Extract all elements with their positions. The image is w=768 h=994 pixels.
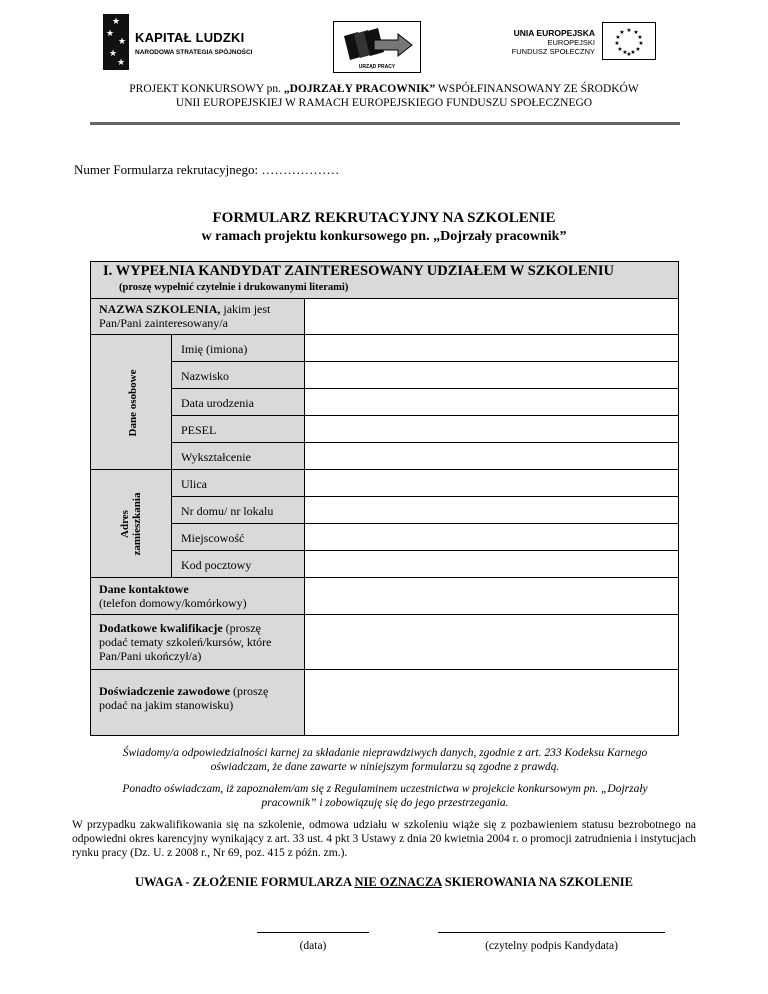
personal-data-group-label: Dane osobowe: [127, 369, 139, 437]
address-field-input[interactable]: [304, 469, 679, 497]
kl-title: KAPITAŁ LUDZKI: [135, 30, 245, 45]
project-line-1: PROJEKT KONKURSOWY pn. „DOJRZAŁY PRACOWNIK” WSPÓŁFINANSOWANY ZE ŚRODKÓW: [129, 83, 639, 95]
section-header: [90, 261, 679, 299]
ue-line2: EUROPEJSKI: [547, 38, 595, 47]
qualifications-input[interactable]: [304, 614, 679, 670]
form-number: Numer Formularza rekrutacyjnego: ………………: [74, 162, 340, 177]
personal-field-label: Wykształcenie: [181, 450, 251, 464]
urzad-pracy-arrow-icon: [340, 26, 414, 62]
eu-flag-icon: [602, 22, 656, 60]
address-group: [90, 469, 172, 578]
personal-field-label-cell: [171, 361, 305, 389]
form-subtitle: w ramach projektu konkursowego pn. „Dojrzały pracownik”: [201, 229, 567, 244]
personal-data-group: [90, 334, 172, 470]
address-field-label: Nr domu/ nr lokalu: [181, 504, 274, 518]
project-line-2: UNII EUROPEJSKIEJ W RAMACH EUROPEJSKIEGO FUNDUSZU SPOŁECZNEGO: [175, 97, 593, 109]
personal-field-label: Nazwisko: [181, 369, 229, 383]
training-name-label-cell: NAZWA SZKOLENIA, jakim jest Pan/Pani zainteresowany/a: [90, 298, 305, 335]
section-title: I. WYPEŁNIA KANDYDAT ZAINTERESOWANY UDZIAŁEM W SZKOLENIU: [103, 263, 614, 279]
svg-text:★: ★: [637, 34, 643, 41]
header-divider: [90, 122, 680, 125]
svg-text:★: ★: [622, 49, 628, 56]
svg-text:★: ★: [635, 46, 641, 53]
signature-label: (czytelny podpis Kandydata): [485, 940, 618, 952]
address-field-input[interactable]: [304, 496, 679, 524]
svg-text:★: ★: [619, 29, 625, 36]
address-field-input[interactable]: [304, 523, 679, 551]
svg-text:★: ★: [633, 29, 639, 36]
disqualification-paragraph: W przypadku zakwalifikowania się na szkolenie, odmowa udziału w szkoleniu wiąże się z pozbawieniem statusu bezrobotnego na odpowiedni okres karencyjny wynikający z art. 33 ust. 4 pkt 3 Ustawy z dnia 20 kwietnia 2004 r. o promocji zatrudnienia i instytucjach rynku pracy (Dz. U. z 2008 r., Nr 69, poz. 415 z późn. zm.).: [72, 819, 696, 859]
address-field-label: Ulica: [181, 477, 207, 491]
personal-field-input[interactable]: [304, 334, 679, 362]
candidate-signature-line[interactable]: [438, 932, 665, 933]
personal-field-input[interactable]: [304, 388, 679, 416]
kl-subtitle: NARODOWA STRATEGIA SPÓJNOŚCI: [135, 49, 253, 56]
qualifications-label-cell: Dodatkowe kwalifikacje (proszę podać tematy szkoleń/kursów, które Pan/Pani ukończył/a): [90, 614, 305, 670]
personal-field-label-cell: [171, 442, 305, 470]
address-field-label: Miejscowość: [181, 531, 245, 545]
personal-field-label: Data urodzenia: [181, 396, 254, 410]
eu-logo-text: [485, 28, 595, 56]
address-field-label: Kod pocztowy: [181, 558, 252, 572]
personal-field-input[interactable]: [304, 442, 679, 470]
address-field-label-cell: [171, 550, 305, 578]
address-field-label-cell: [171, 469, 305, 497]
personal-field-input[interactable]: [304, 415, 679, 443]
address-field-input[interactable]: [304, 550, 679, 578]
svg-text:★: ★: [638, 40, 644, 47]
form-title: FORMULARZ REKRUTACYJNY NA SZKOLENIE: [212, 210, 556, 226]
personal-field-label: Imię (imiona): [181, 342, 248, 356]
personal-field-label-cell: [171, 334, 305, 362]
svg-text:★: ★: [614, 40, 620, 47]
warning-line: UWAGA - ZŁOŻENIE FORMULARZA NIE OZNACZA SKIEROWANIA NA SZKOLENIE: [134, 875, 634, 889]
experience-input[interactable]: [304, 669, 679, 736]
urzad-pracy-logo: [333, 21, 421, 73]
declaration-2: Ponadto oświadczam, iż zapoznałem/am się z Regulaminem uczestnictwa w projekcie konkursowym pn. „Dojrzały pracownik” i zobowiązuję się do jego przestrzegania.: [122, 783, 648, 809]
personal-field-label-cell: [171, 388, 305, 416]
personal-field-label: PESEL: [181, 423, 217, 437]
svg-text:★: ★: [630, 49, 636, 56]
section-note: (proszę wypełnić czytelnie i drukowanymi literami): [119, 282, 349, 293]
svg-text:★: ★: [626, 51, 632, 58]
contact-label-cell: Dane kontaktowe (telefon domowy/komórkowy): [90, 577, 305, 615]
contact-input[interactable]: [304, 577, 679, 615]
svg-text:★: ★: [615, 34, 621, 41]
ue-line3: FUNDUSZ SPOŁECZNY: [511, 47, 595, 56]
urzad-pracy-label: URZĄD PRACY: [358, 64, 396, 70]
declaration-1: Świadomy/a odpowiedzialności karnej za składanie nieprawdziwych danych, zgodnie z art. 233 Kodeksu Karnego oświadczam, że dane zawarte w niniejszym formularzu są zgodne z prawdą.: [122, 747, 648, 773]
address-field-label-cell: [171, 496, 305, 524]
kapital-ludzki-emblem: ★ ★ ★ ★ ★: [103, 14, 129, 70]
ue-line1: UNIA EUROPEJSKA: [513, 28, 595, 38]
personal-field-input[interactable]: [304, 361, 679, 389]
date-label: (data): [299, 940, 327, 952]
address-field-label-cell: [171, 523, 305, 551]
address-group-label: Adres zamieszkania: [119, 492, 143, 556]
date-signature-line[interactable]: [257, 932, 369, 933]
kapital-ludzki-logo: [103, 14, 253, 70]
training-name-input[interactable]: [304, 298, 679, 335]
personal-field-label-cell: [171, 415, 305, 443]
experience-label-cell: Doświadczenie zawodowe (proszę podać na jakim stanowisku): [90, 669, 305, 736]
svg-text:★: ★: [617, 46, 623, 53]
svg-text:★: ★: [626, 27, 632, 34]
